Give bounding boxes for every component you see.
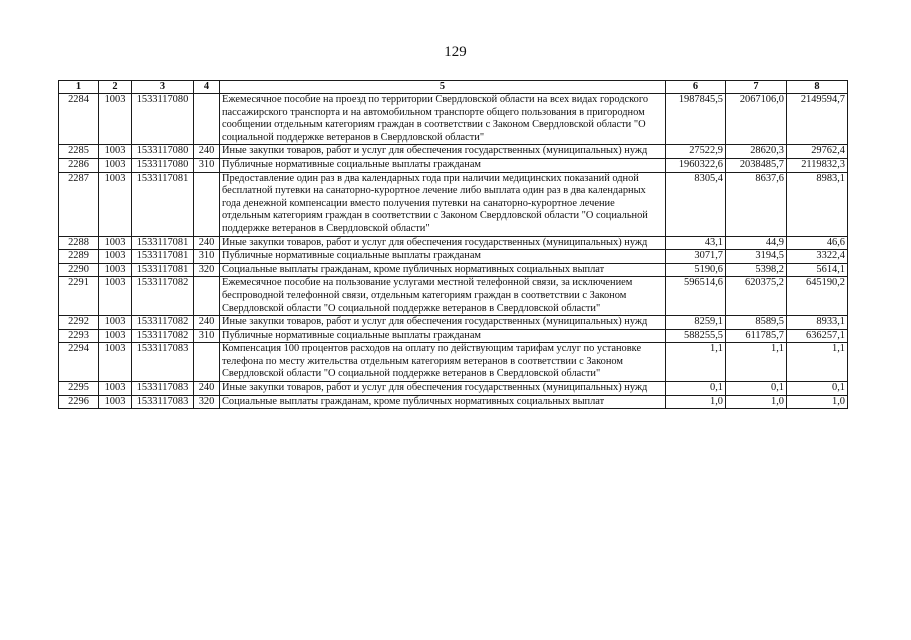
amount-cell: 8589,5 bbox=[726, 316, 787, 330]
table-row bbox=[59, 329, 848, 343]
target-item-cell: 1533117083 bbox=[132, 395, 194, 409]
section-code-cell: 1003 bbox=[99, 316, 132, 330]
amount-cell: 2038485,7 bbox=[726, 158, 787, 172]
amount-cell: 8637,6 bbox=[726, 172, 787, 236]
amount-cell: 588255,5 bbox=[666, 329, 726, 343]
table-row bbox=[59, 316, 848, 330]
section-code-cell: 1003 bbox=[99, 145, 132, 159]
description-cell: Иные закупки товаров, работ и услуг для обеспечения государственных (муниципальных) нужд bbox=[220, 236, 666, 250]
amount-cell: 5614,1 bbox=[787, 263, 848, 277]
table-row bbox=[59, 145, 848, 159]
row-number-cell: 2293 bbox=[59, 329, 99, 343]
section-code-cell: 1003 bbox=[99, 250, 132, 264]
target-item-cell: 1533117080 bbox=[132, 158, 194, 172]
target-item-cell: 1533117083 bbox=[132, 343, 194, 382]
header-row bbox=[59, 81, 848, 94]
expense-type-cell bbox=[194, 94, 220, 145]
target-item-cell: 1533117081 bbox=[132, 172, 194, 236]
amount-cell: 1987845,5 bbox=[666, 94, 726, 145]
target-item-cell: 1533117083 bbox=[132, 382, 194, 396]
row-number-cell: 2288 bbox=[59, 236, 99, 250]
row-number-cell: 2286 bbox=[59, 158, 99, 172]
target-item-cell: 1533117082 bbox=[132, 316, 194, 330]
target-item-cell: 1533117082 bbox=[132, 329, 194, 343]
section-code-cell: 1003 bbox=[99, 172, 132, 236]
amount-cell: 3322,4 bbox=[787, 250, 848, 264]
header-cell: 5 bbox=[220, 81, 666, 94]
amount-cell: 0,1 bbox=[666, 382, 726, 396]
amount-cell: 1,0 bbox=[666, 395, 726, 409]
row-number-cell: 2287 bbox=[59, 172, 99, 236]
section-code-cell: 1003 bbox=[99, 382, 132, 396]
section-code-cell: 1003 bbox=[99, 343, 132, 382]
amount-cell: 636257,1 bbox=[787, 329, 848, 343]
row-number-cell: 2290 bbox=[59, 263, 99, 277]
amount-cell: 620375,2 bbox=[726, 277, 787, 316]
section-code-cell: 1003 bbox=[99, 395, 132, 409]
description-cell: Предоставление один раз в два календарных года при наличии медицинских показаний одной бесплатной путевки на санаторно-курортное лечение либо выплата один раз в два календарных года денежной компенсации вместо получения путевки на санаторно-курортное лечение отдельным категориям граждан в соответствии с Законом Свердловской области "О социальной поддержке ветеранов в Свердловской области" bbox=[220, 172, 666, 236]
description-cell: Публичные нормативные социальные выплаты гражданам bbox=[220, 329, 666, 343]
description-cell: Публичные нормативные социальные выплаты гражданам bbox=[220, 250, 666, 264]
amount-cell: 0,1 bbox=[726, 382, 787, 396]
amount-cell: 1,1 bbox=[787, 343, 848, 382]
amount-cell: 1,0 bbox=[787, 395, 848, 409]
section-code-cell: 1003 bbox=[99, 263, 132, 277]
expense-type-cell: 240 bbox=[194, 145, 220, 159]
expense-type-cell bbox=[194, 343, 220, 382]
amount-cell: 29762,4 bbox=[787, 145, 848, 159]
amount-cell: 5398,2 bbox=[726, 263, 787, 277]
description-cell: Иные закупки товаров, работ и услуг для обеспечения государственных (муниципальных) нужд bbox=[220, 145, 666, 159]
header-cell: 6 bbox=[666, 81, 726, 94]
table-row bbox=[59, 277, 848, 316]
table-row bbox=[59, 382, 848, 396]
row-number-cell: 2284 bbox=[59, 94, 99, 145]
amount-cell: 1,1 bbox=[726, 343, 787, 382]
table-row bbox=[59, 263, 848, 277]
table-body bbox=[59, 94, 848, 409]
amount-cell: 5190,6 bbox=[666, 263, 726, 277]
amount-cell: 645190,2 bbox=[787, 277, 848, 316]
table-row bbox=[59, 395, 848, 409]
header-cell: 4 bbox=[194, 81, 220, 94]
row-number-cell: 2294 bbox=[59, 343, 99, 382]
amount-cell: 27522,9 bbox=[666, 145, 726, 159]
description-cell: Социальные выплаты гражданам, кроме публичных нормативных социальных выплат bbox=[220, 263, 666, 277]
description-cell: Иные закупки товаров, работ и услуг для обеспечения государственных (муниципальных) нужд bbox=[220, 382, 666, 396]
expense-type-cell: 310 bbox=[194, 329, 220, 343]
row-number-cell: 2285 bbox=[59, 145, 99, 159]
amount-cell: 2149594,7 bbox=[787, 94, 848, 145]
expense-type-cell: 320 bbox=[194, 263, 220, 277]
row-number-cell: 2292 bbox=[59, 316, 99, 330]
description-cell: Компенсация 100 процентов расходов на оплату по действующим тарифам услуг по установке телефона по месту жительства отдельным категориям ветеранов в соответствии с Законом Свердловской области "О социальной поддержке ветеранов в Свердловской области" bbox=[220, 343, 666, 382]
description-cell: Публичные нормативные социальные выплаты гражданам bbox=[220, 158, 666, 172]
expense-type-cell bbox=[194, 172, 220, 236]
amount-cell: 46,6 bbox=[787, 236, 848, 250]
row-number-cell: 2296 bbox=[59, 395, 99, 409]
row-number-cell: 2289 bbox=[59, 250, 99, 264]
description-cell: Ежемесячное пособие на проезд по территории Свердловской области на всех видах городского пассажирского транспорта и на автомобильном транспорте общего пользования в пригородном сообщении отдельным категориям граждан в соответствии с Законом Свердловской области "О социальной поддержке ветеранов в Свердловской области" bbox=[220, 94, 666, 145]
amount-cell: 3071,7 bbox=[666, 250, 726, 264]
row-number-cell: 2291 bbox=[59, 277, 99, 316]
target-item-cell: 1533117080 bbox=[132, 145, 194, 159]
expense-type-cell: 240 bbox=[194, 316, 220, 330]
target-item-cell: 1533117081 bbox=[132, 263, 194, 277]
amount-cell: 1960322,6 bbox=[666, 158, 726, 172]
amount-cell: 611785,7 bbox=[726, 329, 787, 343]
expense-type-cell: 240 bbox=[194, 382, 220, 396]
amount-cell: 28620,3 bbox=[726, 145, 787, 159]
table-row bbox=[59, 250, 848, 264]
target-item-cell: 1533117082 bbox=[132, 277, 194, 316]
row-number-cell: 2295 bbox=[59, 382, 99, 396]
amount-cell: 8983,1 bbox=[787, 172, 848, 236]
expense-type-cell bbox=[194, 277, 220, 316]
section-code-cell: 1003 bbox=[99, 329, 132, 343]
amount-cell: 8933,1 bbox=[787, 316, 848, 330]
header-cell: 7 bbox=[726, 81, 787, 94]
description-cell: Ежемесячное пособие на пользование услугами местной телефонной связи, за исключением беспроводной телефонной связи, отдельным категориям граждан в соответствии с Законом Свердловской области "О социальной поддержке ветеранов в Свердловской области" bbox=[220, 277, 666, 316]
amount-cell: 1,0 bbox=[726, 395, 787, 409]
section-code-cell: 1003 bbox=[99, 158, 132, 172]
amount-cell: 0,1 bbox=[787, 382, 848, 396]
amount-cell: 8259,1 bbox=[666, 316, 726, 330]
expense-type-cell: 240 bbox=[194, 236, 220, 250]
table-row bbox=[59, 236, 848, 250]
table-row bbox=[59, 158, 848, 172]
amount-cell: 3194,5 bbox=[726, 250, 787, 264]
expense-type-cell: 310 bbox=[194, 158, 220, 172]
amount-cell: 8305,4 bbox=[666, 172, 726, 236]
header-cell: 8 bbox=[787, 81, 848, 94]
target-item-cell: 1533117081 bbox=[132, 250, 194, 264]
budget-table bbox=[58, 80, 848, 409]
amount-cell: 2067106,0 bbox=[726, 94, 787, 145]
page-number: 129 bbox=[444, 44, 467, 60]
table-row bbox=[59, 94, 848, 145]
target-item-cell: 1533117080 bbox=[132, 94, 194, 145]
description-cell: Иные закупки товаров, работ и услуг для обеспечения государственных (муниципальных) нужд bbox=[220, 316, 666, 330]
amount-cell: 43,1 bbox=[666, 236, 726, 250]
amount-cell: 44,9 bbox=[726, 236, 787, 250]
expense-type-cell: 320 bbox=[194, 395, 220, 409]
section-code-cell: 1003 bbox=[99, 94, 132, 145]
target-item-cell: 1533117081 bbox=[132, 236, 194, 250]
header-cell: 1 bbox=[59, 81, 99, 94]
table-row bbox=[59, 172, 848, 236]
expense-type-cell: 310 bbox=[194, 250, 220, 264]
amount-cell: 2119832,3 bbox=[787, 158, 848, 172]
amount-cell: 1,1 bbox=[666, 343, 726, 382]
header-cell: 3 bbox=[132, 81, 194, 94]
table-row bbox=[59, 343, 848, 382]
amount-cell: 596514,6 bbox=[666, 277, 726, 316]
section-code-cell: 1003 bbox=[99, 236, 132, 250]
header-cell: 2 bbox=[99, 81, 132, 94]
section-code-cell: 1003 bbox=[99, 277, 132, 316]
table-header bbox=[59, 81, 848, 94]
description-cell: Социальные выплаты гражданам, кроме публичных нормативных социальных выплат bbox=[220, 395, 666, 409]
